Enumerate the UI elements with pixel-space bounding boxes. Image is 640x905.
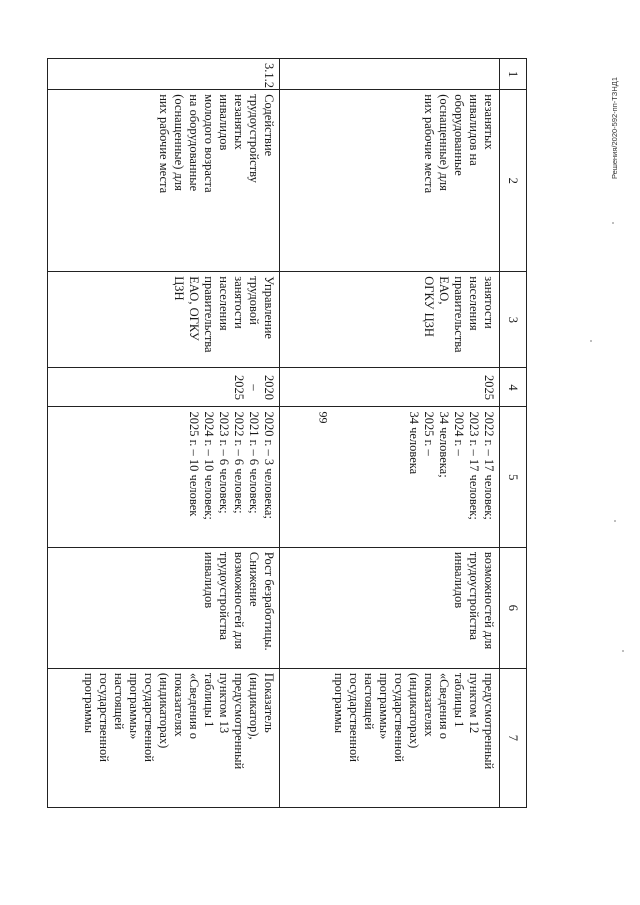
- rotated-table-frame: [47, 58, 527, 808]
- header-cell: 2: [500, 90, 527, 272]
- row-number: 3.1.2: [48, 59, 280, 90]
- executor-cell: Управление трудовой занятости населения правительства ЕАО, ОГКУ ЦЗН: [48, 272, 280, 368]
- executor-cell: занятости населения правительства ЕАО, ОГКУ ЦЗН: [280, 272, 500, 368]
- indicator-cell: предусмотренный пунктом 12 таблицы 1 «Сведения о показателях (индикаторах) государственной программы» настоящей государственной программы: [280, 668, 500, 807]
- scan-speck: [614, 520, 616, 522]
- header-cell: 6: [500, 547, 527, 668]
- event-cell: Содействие трудоустройству незанятых инвалидов молодого возраста на оборудованные (оснащенные) для них рабочие места: [48, 90, 280, 272]
- consequence-cell: Рост безработицы. Снижение возможностей для трудоустройства инвалидов: [48, 547, 280, 668]
- table-row: [48, 59, 280, 808]
- page-number: 99: [316, 411, 331, 424]
- footer-reference: Решения/2020-592-пп-ТЗНД1: [610, 77, 619, 180]
- header-cell: 4: [500, 368, 527, 407]
- period-cell: 2020 – 2025: [48, 368, 280, 407]
- indicator-cell: Показатель (индикатор), предусмотренный пунктом 13 таблицы 1 «Сведения о показателях (индикаторах) государственной программы» настоящей государственной программы: [48, 668, 280, 807]
- result-cell: 2022 г. – 17 человек; 2023 г. – 17 человек; 2024 г. – 34 человека; 2025 г. – 34 человека: [280, 407, 500, 547]
- table-row: [280, 59, 500, 808]
- header-cell: 5: [500, 407, 527, 547]
- header-cell: 7: [500, 668, 527, 807]
- scan-speck: [590, 340, 592, 342]
- consequence-cell: возможностей для трудоустройства инвалидов: [280, 547, 500, 668]
- program-table: [47, 58, 527, 808]
- scan-speck: [612, 222, 614, 224]
- row-number: [280, 59, 500, 90]
- header-cell: 3: [500, 272, 527, 368]
- result-cell: 2020 г. – 3 человека; 2021 г. – 6 человек; 2022 г. – 6 человек; 2023 г. – 6 человек; 2024 г. – 10 человек; 2025 г. – 10 человек: [48, 407, 280, 547]
- event-cell: незанятых инвалидов на оборудованные (оснащенные) для них рабочие места: [280, 90, 500, 272]
- period-cell: 2025: [280, 368, 500, 407]
- scan-speck: [622, 650, 624, 652]
- header-cell: 1: [500, 59, 527, 90]
- table-header-row: [500, 59, 527, 808]
- table-container: [47, 58, 527, 808]
